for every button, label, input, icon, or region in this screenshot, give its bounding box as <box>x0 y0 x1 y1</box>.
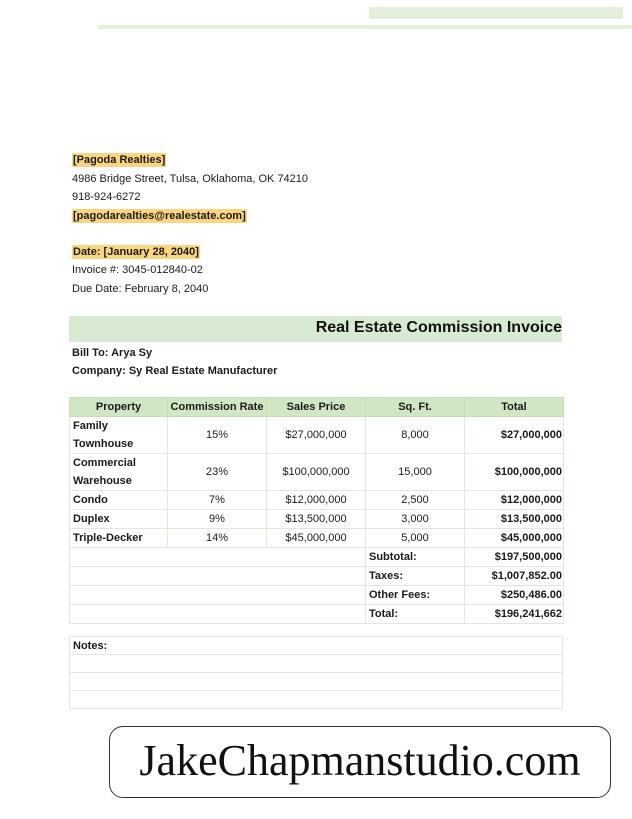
sqft-cell: 5,000 <box>366 529 465 548</box>
bill-to-company: Company: Sy Real Estate Manufacturer <box>72 365 278 377</box>
price-cell: $27,000,000 <box>267 417 366 454</box>
notes-section <box>69 636 563 709</box>
notes-line <box>70 655 563 673</box>
table-row <box>70 529 564 548</box>
property-cell: Commercial Warehouse <box>70 454 168 491</box>
property-cell: Duplex <box>70 510 168 529</box>
summary-row-total <box>70 605 564 624</box>
summary-value: $1,007,852.00 <box>465 567 564 586</box>
sqft-cell: 2,500 <box>366 491 465 510</box>
column-header: Sq. Ft. <box>366 398 465 417</box>
summary-value: $250,486.00 <box>465 586 564 605</box>
column-header: Commission Rate <box>168 398 267 417</box>
price-cell: $45,000,000 <box>267 529 366 548</box>
rate-cell: 7% <box>168 491 267 510</box>
header-decoration-bar <box>369 7 623 19</box>
property-cell: Family Townhouse <box>70 417 168 454</box>
invoice-title-bar <box>69 316 562 342</box>
sqft-cell: 3,000 <box>366 510 465 529</box>
notes-line <box>70 673 563 691</box>
watermark-banner <box>109 726 611 798</box>
rate-cell: 14% <box>168 529 267 548</box>
invoice-number: Invoice #: 3045-012840-02 <box>72 264 203 276</box>
table-header-row <box>70 398 564 417</box>
invoice-due-date: Due Date: February 8, 2040 <box>72 283 209 295</box>
total-cell: $100,000,000 <box>465 454 564 491</box>
summary-value: $197,500,000 <box>465 548 564 567</box>
summary-blank-cell <box>70 586 366 605</box>
invoice-date: Date: [January 28, 2040] <box>73 246 199 258</box>
watermark-text: JakeChapmanstudio.com <box>139 736 581 785</box>
property-cell: Triple-Decker <box>70 529 168 548</box>
total-cell: $45,000,000 <box>465 529 564 548</box>
company-email: [pagodarealties@realestate.com] <box>73 210 246 222</box>
price-cell: $100,000,000 <box>267 454 366 491</box>
total-cell: $13,500,000 <box>465 510 564 529</box>
summary-label: Subtotal: <box>366 548 465 567</box>
rate-cell: 23% <box>168 454 267 491</box>
rate-cell: 9% <box>168 510 267 529</box>
bill-to: Bill To: Arya Sy <box>72 347 153 359</box>
summary-blank-cell <box>70 548 366 567</box>
summary-value: $196,241,662 <box>465 605 564 624</box>
notes-label: Notes: <box>70 637 563 655</box>
summary-blank-cell <box>70 605 366 624</box>
price-cell: $12,000,000 <box>267 491 366 510</box>
invoice-items-table <box>69 397 564 624</box>
notes-line <box>70 691 563 709</box>
summary-row-taxes <box>70 567 564 586</box>
header-decoration-line <box>98 25 632 29</box>
summary-label: Taxes: <box>366 567 465 586</box>
table-row <box>70 491 564 510</box>
summary-label: Other Fees: <box>366 586 465 605</box>
summary-row-subtotal <box>70 548 564 567</box>
table-row <box>70 417 564 454</box>
total-cell: $12,000,000 <box>465 491 564 510</box>
table-row <box>70 454 564 491</box>
rate-cell: 15% <box>168 417 267 454</box>
summary-blank-cell <box>70 567 366 586</box>
invoice-title: Real Estate Commission Invoice <box>315 319 562 336</box>
price-cell: $13,500,000 <box>267 510 366 529</box>
table-row <box>70 510 564 529</box>
summary-label: Total: <box>366 605 465 624</box>
company-phone: 918-924-6272 <box>72 191 141 203</box>
summary-row-other-fees <box>70 586 564 605</box>
column-header: Total <box>465 398 564 417</box>
column-header: Sales Price <box>267 398 366 417</box>
company-address: 4986 Bridge Street, Tulsa, Oklahoma, OK 74210 <box>72 173 309 185</box>
sqft-cell: 15,000 <box>366 454 465 491</box>
company-name: [Pagoda Realties] <box>73 154 166 166</box>
column-header: Property <box>70 398 168 417</box>
property-cell: Condo <box>70 491 168 510</box>
total-cell: $27,000,000 <box>465 417 564 454</box>
sqft-cell: 8,000 <box>366 417 465 454</box>
